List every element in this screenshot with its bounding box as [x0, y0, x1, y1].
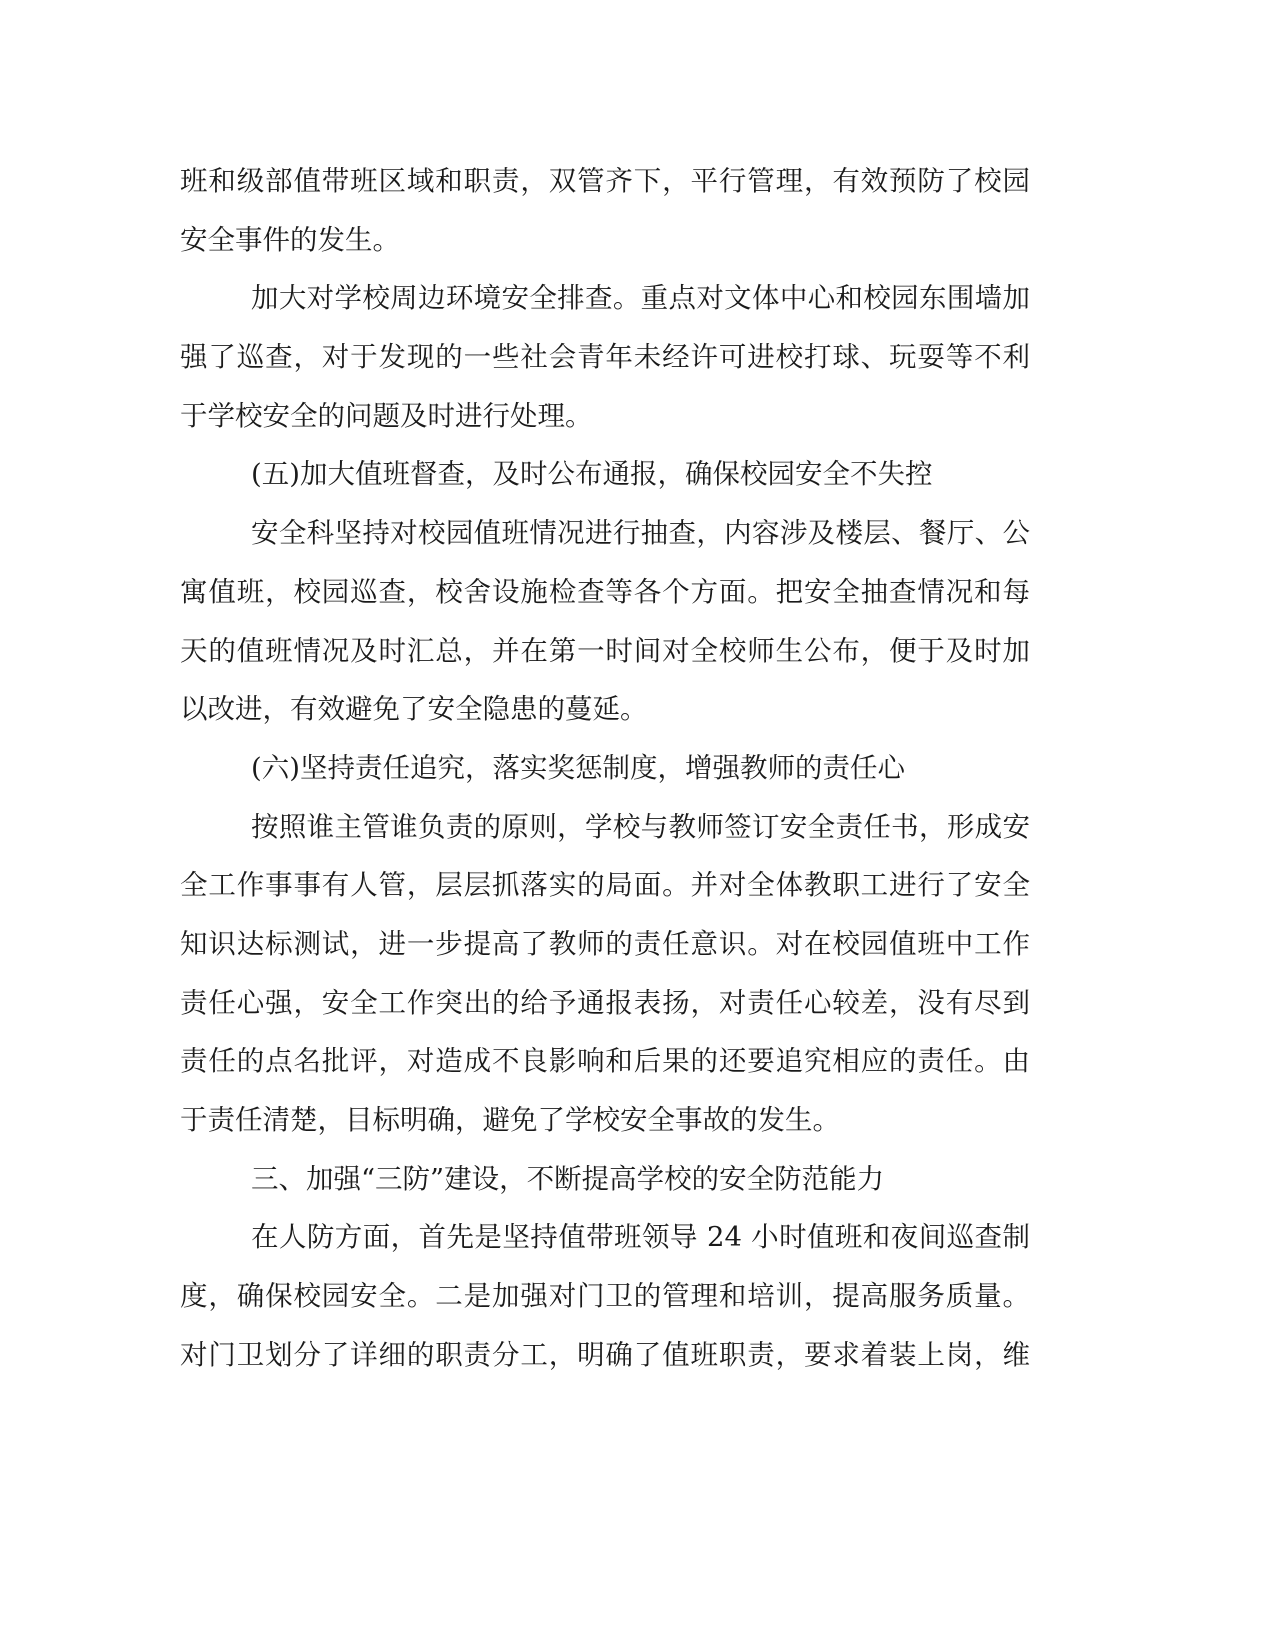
text-line: 寓值班，校园巡查，校舍设施检查等各个方面。把安全抽查情况和每 — [180, 575, 1030, 608]
text-line: 在人防方面，首先是坚持值带班领导 24 小时值班和夜间巡查制 — [251, 1221, 1030, 1254]
text-line: 强了巡查，对于发现的一些社会青年未经许可进校打球、玩耍等不利 — [180, 341, 1030, 374]
text-line: 天的值班情况及时汇总，并在第一时间对全校师生公布，便于及时加 — [180, 634, 1030, 667]
text-line: 班和级部值带班区域和职责，双管齐下，平行管理，有效预防了校园 — [180, 165, 1030, 197]
text-line: 以改进，有效避免了安全隐患的蔓延。 — [180, 693, 648, 726]
text-line: 度，确保校园安全。二是加强对门卫的管理和培训，提高服务质量。 — [180, 1280, 1030, 1313]
text-line: (六)坚持责任追究，落实奖惩制度，增强教师的责任心 — [251, 751, 905, 784]
text-line: 加大对学校周边环境安全排查。重点对文体中心和校园东围墙加 — [251, 282, 1030, 315]
text-line: 于学校安全的问题及时进行处理。 — [180, 399, 593, 432]
text-line: 责任心强，安全工作突出的给予通报表扬，对责任心较差，没有尽到 — [180, 986, 1030, 1019]
text-line: 对门卫划分了详细的职责分工，明确了值班职责，要求着装上岗，维 — [180, 1338, 1030, 1371]
text-line: 责任的点名批评，对造成不良影响和后果的还要追究相应的责任。由 — [180, 1045, 1030, 1078]
text-line: 按照谁主管谁负责的原则，学校与教师签订安全责任书，形成安 — [251, 810, 1030, 843]
text-line: 安全事件的发生。 — [180, 223, 400, 256]
text-line: (五)加大值班督查，及时公布通报，确保校园安全不失控 — [251, 458, 933, 491]
text-line: 安全科坚持对校园值班情况进行抽查，内容涉及楼层、餐厅、公 — [251, 517, 1030, 550]
text-line: 于责任清楚，目标明确，避免了学校安全事故的发生。 — [180, 1104, 840, 1136]
text-line: 全工作事事有人管，层层抓落实的局面。并对全体教职工进行了安全 — [180, 869, 1030, 902]
text-line: 知识达标测试，进一步提高了教师的责任意识。对在校园值班中工作 — [180, 927, 1030, 960]
document-body — [180, 152, 1030, 1384]
text-line: 三、加强“三防”建设，不断提高学校的安全防范能力 — [251, 1162, 885, 1195]
